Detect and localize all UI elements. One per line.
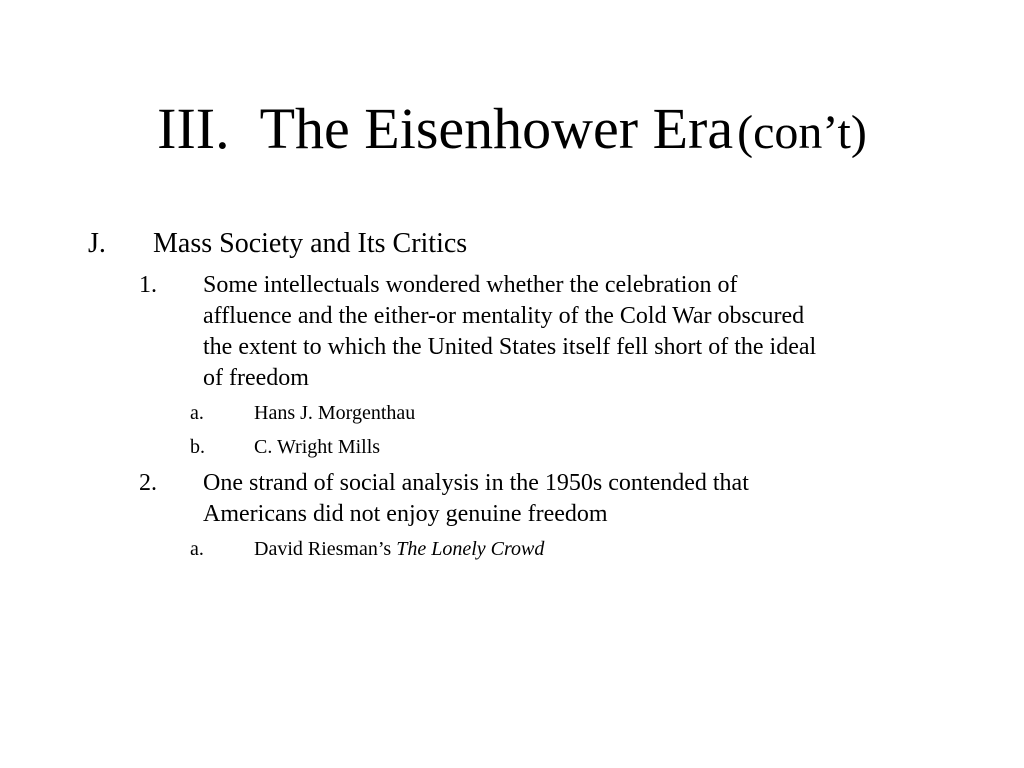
point-1-line-1: Some intellectuals wondered whether the celebration of — [203, 272, 738, 298]
book-title: The Lonely Crowd — [396, 538, 545, 560]
point-1-marker: 1. — [139, 272, 157, 298]
subpoint-text — [254, 536, 544, 562]
point-2-line-2: Americans did not enjoy genuine freedom — [203, 501, 608, 527]
point-2-line-1: One strand of social analysis in the 1950s contended that — [203, 470, 749, 496]
section-marker: J. — [88, 228, 106, 259]
subpoint-marker: b. — [190, 436, 205, 458]
subpoint-marker: a. — [190, 402, 204, 424]
subpoint-text: C. Wright Mills — [254, 436, 381, 458]
title-suffix: (con’t) — [737, 106, 867, 159]
subpoint-text-plain: David Riesman’s — [254, 538, 397, 560]
point-1-line-4: of freedom — [203, 365, 309, 391]
point-1-line-2: affluence and the either-or mentality of the Cold War obscured — [203, 303, 805, 329]
section-heading: Mass Society and Its Critics — [153, 228, 468, 259]
point-2-marker: 2. — [139, 470, 157, 496]
title-main: The Eisenhower Era — [259, 96, 734, 161]
slide-title — [0, 96, 1024, 161]
title-number: III. — [157, 96, 230, 161]
subpoint-text: Hans J. Morgenthau — [254, 402, 416, 424]
subpoint-marker: a. — [190, 538, 204, 560]
point-1-line-3: the extent to which the United States itself fell short of the ideal — [203, 334, 817, 360]
